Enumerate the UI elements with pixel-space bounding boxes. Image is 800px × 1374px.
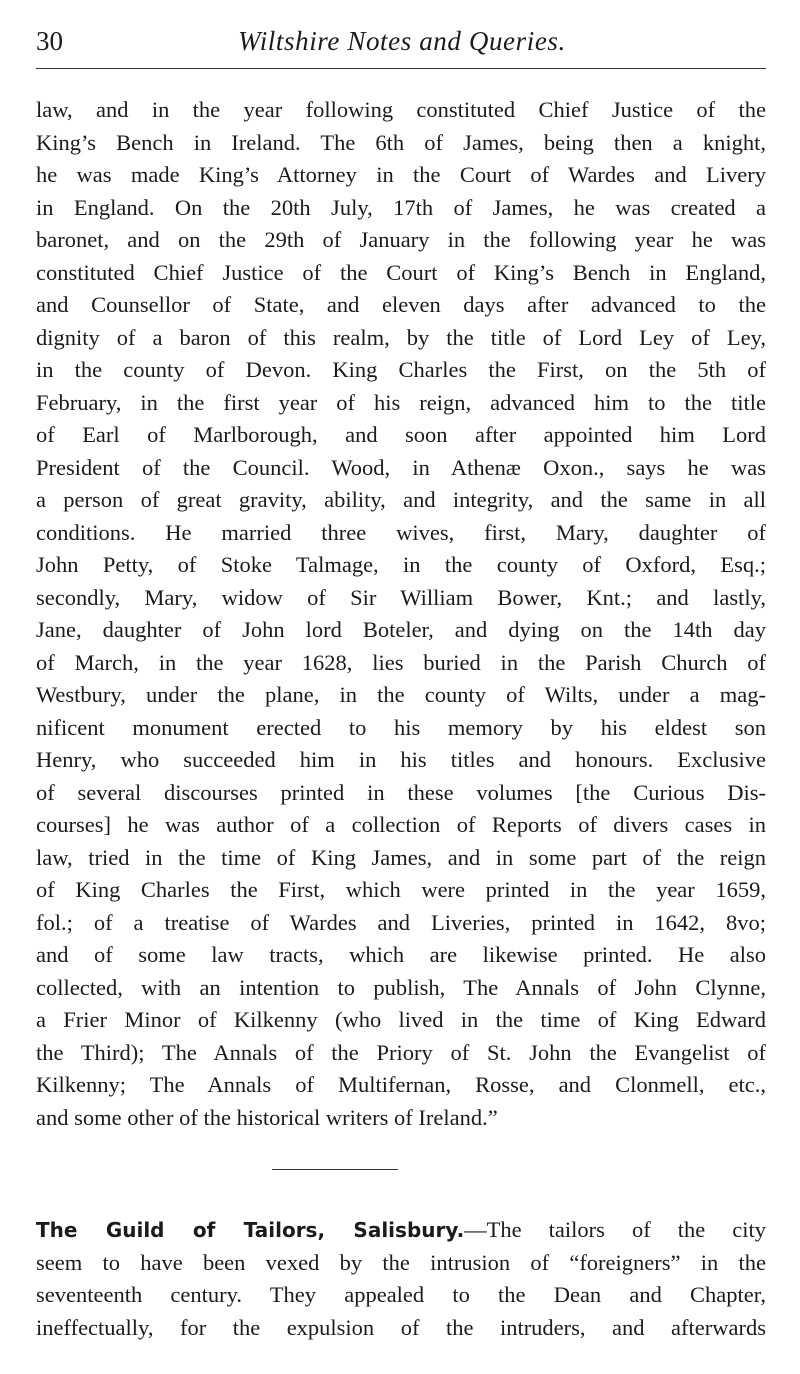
text-line: of Earl of Marlborough, and soon after appointed him Lord bbox=[36, 422, 766, 447]
text-line: constituted Chief Justice of the Court of King’s Bench in England, bbox=[36, 259, 766, 285]
text-line: collected, with an intention to publish, The Annals of John Clynne, bbox=[36, 974, 766, 1000]
section-first-line bbox=[36, 1214, 766, 1247]
text-line: President of the Council. Wood, in Athenæ Oxon., says he was bbox=[36, 454, 766, 480]
text-line: in the county of Devon. King Charles the First, on the 5th of bbox=[36, 357, 766, 382]
text-line: John Petty, of Stoke Talmage, in the county of Oxford, Esq.; bbox=[36, 552, 766, 577]
text-line: the Third); The Annals of the Priory of St. John the Evangelist of bbox=[36, 1039, 766, 1065]
section-heading: The Guild of Tailors, Salisbury. bbox=[36, 1218, 465, 1242]
text-line: he was made King’s Attorney in the Court of Wardes and Livery bbox=[36, 162, 766, 187]
text-line: a person of great gravity, ability, and integrity, and the same in all bbox=[36, 487, 766, 512]
text-line: law, tried in the time of King James, and in some part of the reign bbox=[36, 844, 766, 870]
text-line: ineffectually, for the expulsion of the intruders, and afterwards bbox=[36, 1314, 766, 1340]
text-line: and of some law tracts, which are likewise printed. He also bbox=[36, 942, 766, 967]
text-line: King’s Bench in Ireland. The 6th of James, being then a knight, bbox=[36, 129, 766, 155]
text-line: law, and in the year following constituted Chief Justice of the bbox=[36, 97, 766, 122]
page-number: 30 bbox=[36, 26, 63, 56]
text-line: of several discourses printed in these volumes [the Curious Dis- bbox=[36, 779, 766, 805]
guild-section bbox=[36, 1214, 766, 1344]
running-title: Wiltshire Notes and Queries. bbox=[238, 26, 566, 56]
section-divider bbox=[272, 1169, 398, 1170]
text-line: of King Charles the First, which were printed in the year 1659, bbox=[36, 877, 766, 902]
text-line: in England. On the 20th July, 17th of James, he was created a bbox=[36, 194, 766, 220]
text-line: baronet, and on the 29th of January in the following year he was bbox=[36, 227, 766, 252]
text-line: secondly, Mary, widow of Sir William Bower, Knt.; and lastly, bbox=[36, 584, 766, 610]
text-line: fol.; of a treatise of Wardes and Liveries, printed in 1642, 8vo; bbox=[36, 909, 766, 935]
text-line: and some other of the historical writers of Ireland.” bbox=[36, 1104, 498, 1130]
section-first-line-text: —The tailors of the city bbox=[464, 1217, 766, 1242]
text-line: of March, in the year 1628, lies buried in the Parish Church of bbox=[36, 649, 766, 675]
text-line: courses] he was author of a collection of Reports of divers cases in bbox=[36, 812, 766, 837]
header-rule bbox=[36, 68, 766, 69]
text-line: February, in the first year of his reign, advanced him to the title bbox=[36, 389, 766, 415]
text-line: seem to have been vexed by the intrusion of “foreigners” in the bbox=[36, 1249, 766, 1275]
text-line: and Counsellor of State, and eleven days after advanced to the bbox=[36, 292, 766, 317]
text-line: Westbury, under the plane, in the county of Wilts, under a mag- bbox=[36, 682, 766, 707]
body-paragraph bbox=[36, 94, 766, 1134]
text-line: dignity of a baron of this realm, by the title of Lord Ley of Ley, bbox=[36, 324, 766, 350]
page-header bbox=[36, 18, 768, 66]
text-line: a Frier Minor of Kilkenny (who lived in the time of King Edward bbox=[36, 1007, 766, 1032]
text-line: Henry, who succeeded him in his titles and honours. Exclusive bbox=[36, 747, 766, 772]
text-line: seventeenth century. They appealed to the Dean and Chapter, bbox=[36, 1282, 766, 1307]
text-line: nificent monument erected to his memory by his eldest son bbox=[36, 714, 766, 740]
text-line: Jane, daughter of John lord Boteler, and dying on the 14th day bbox=[36, 617, 766, 642]
text-line: conditions. He married three wives, first, Mary, daughter of bbox=[36, 519, 766, 545]
text-line: Kilkenny; The Annals of Multifernan, Rosse, and Clonmell, etc., bbox=[36, 1072, 766, 1097]
